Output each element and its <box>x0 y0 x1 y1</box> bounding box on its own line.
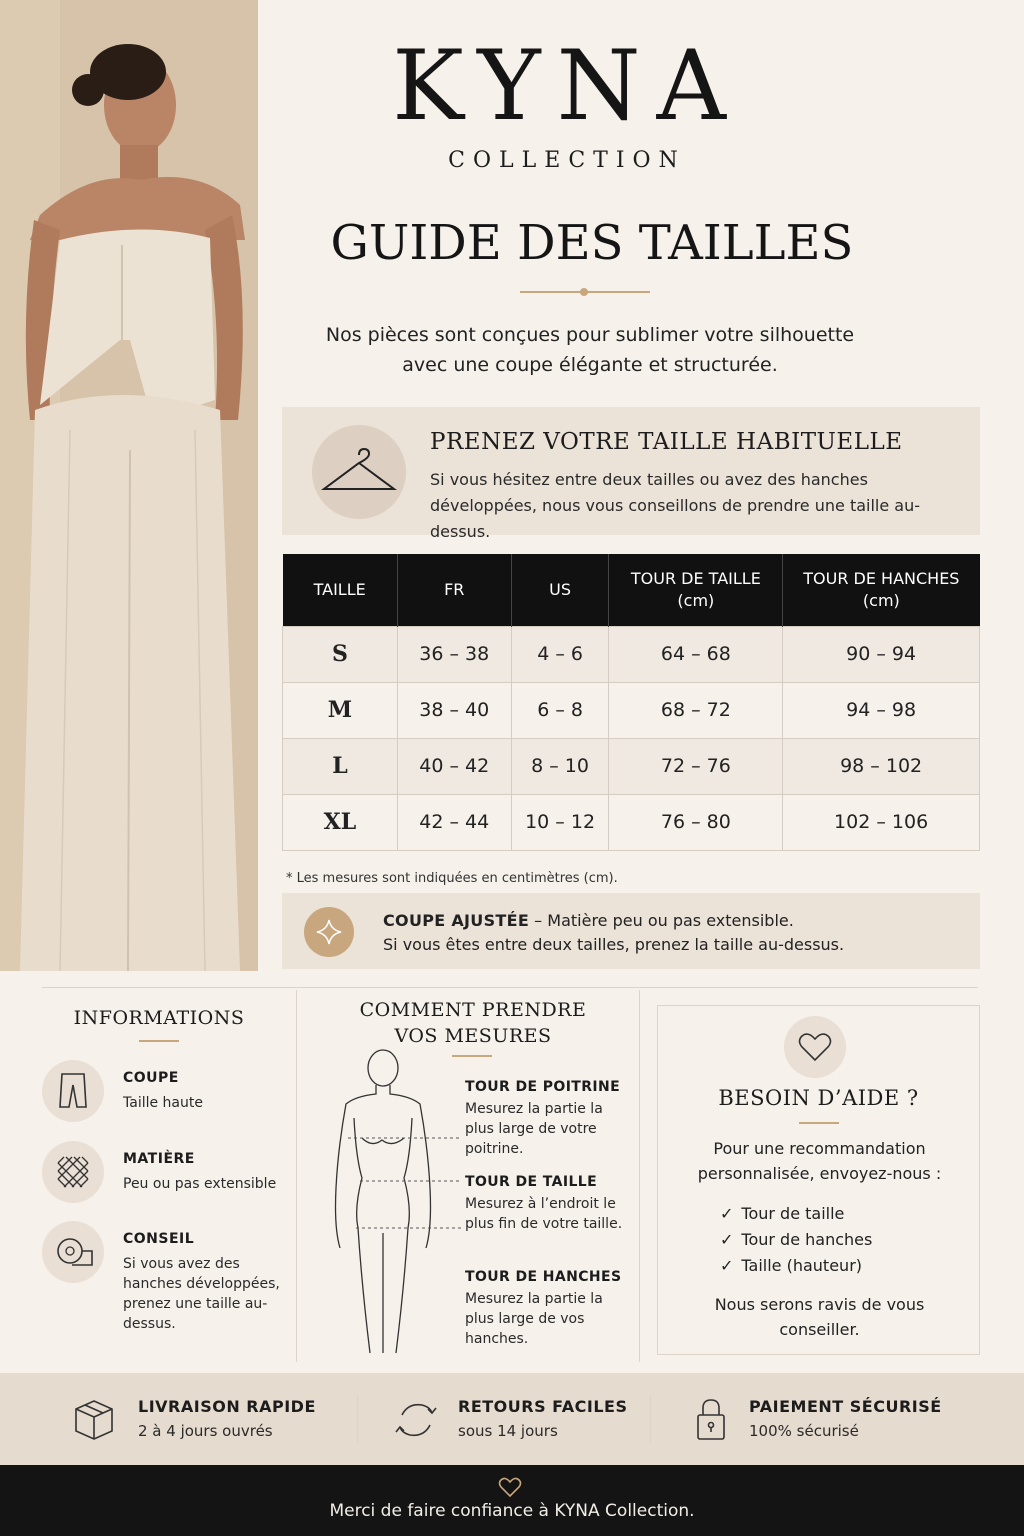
hanger-icon <box>312 425 406 519</box>
table-cell: 8 – 10 <box>511 738 609 794</box>
measure-waist <box>465 1174 625 1234</box>
informations-title: INFORMATIONS <box>73 1007 245 1029</box>
info-value: Peu ou pas extensible <box>123 1176 277 1192</box>
measurement-note: * Les mesures sont indiquées en centimètres (cm). <box>286 871 618 886</box>
table-row <box>283 794 980 850</box>
table-cell: 90 – 94 <box>783 626 980 682</box>
table-cell: S <box>283 626 398 682</box>
section-divider <box>42 987 978 988</box>
table-cell: 4 – 6 <box>511 626 609 682</box>
fabric-icon <box>42 1141 104 1203</box>
intro-line-1: Nos pièces sont conçues pour sublimer votre silhouette <box>325 324 855 346</box>
header-us: US <box>511 554 609 626</box>
table-cell: 10 – 12 <box>511 794 609 850</box>
model-photo <box>0 0 258 971</box>
help-footer: Nous serons ravis de vous conseiller. <box>714 1295 925 1339</box>
fit-label: COUPE AJUSTÉE <box>383 911 530 930</box>
check-icon: ✓ <box>720 1230 734 1249</box>
table-cell: 76 – 80 <box>609 794 783 850</box>
measure-hips <box>465 1269 625 1349</box>
table-cell: XL <box>283 794 398 850</box>
measure-label: TOUR DE POITRINE <box>465 1079 621 1095</box>
table-cell: 42 – 44 <box>397 794 511 850</box>
list-item: ✓ Tour de hanches <box>720 1230 873 1249</box>
measure-text: Mesurez à l’endroit le plus fin de votre taille. <box>465 1196 623 1232</box>
info-value: Si vous avez des hanches développées, prenez une taille au-dessus. <box>123 1256 280 1332</box>
table-cell: 64 – 68 <box>609 626 783 682</box>
info-label: MATIÈRE <box>123 1151 195 1167</box>
measures-title: COMMENT PRENDRE VOS MESURES <box>359 999 587 1047</box>
divider-dot <box>580 288 588 296</box>
intro-text <box>282 320 898 380</box>
service-label: RETOURS FACILES <box>458 1397 628 1416</box>
help-list <box>720 1201 872 1279</box>
service-payment <box>688 1395 942 1447</box>
table-cell: M <box>283 682 398 738</box>
table-cell: 102 – 106 <box>783 794 980 850</box>
help-text: Pour une recommandation personnalisée, envoyez-nous : <box>697 1139 942 1183</box>
informations-underline <box>139 1040 179 1042</box>
habit-panel <box>282 407 980 541</box>
help-panel <box>657 1005 980 1355</box>
help-title: BESOIN D’AIDE ? <box>718 1086 919 1110</box>
column-divider <box>639 990 640 1362</box>
service-divider <box>650 1395 651 1443</box>
service-divider <box>357 1395 358 1443</box>
size-table <box>282 554 980 851</box>
header-tour-hanches: TOUR DE HANCHES (cm) <box>783 554 980 626</box>
table-cell: 6 – 8 <box>511 682 609 738</box>
fit-desc-2: Si vous êtes entre deux tailles, prenez la taille au-dessus. <box>383 935 845 954</box>
service-value: sous 14 jours <box>458 1422 558 1440</box>
footer-text: Merci de faire confiance à KYNA Collection. <box>329 1501 695 1521</box>
table-cell: 38 – 40 <box>397 682 511 738</box>
table-cell: 98 – 102 <box>783 738 980 794</box>
fit-panel <box>282 893 980 969</box>
fit-desc: – Matière peu ou pas extensible. <box>529 911 794 930</box>
table-row <box>283 626 980 682</box>
page-title: GUIDE DES TAILLES <box>330 215 854 271</box>
footer <box>0 1465 1024 1536</box>
heart-icon <box>497 1475 523 1499</box>
table-cell: 94 – 98 <box>783 682 980 738</box>
heart-icon <box>784 1016 846 1078</box>
table-cell: 72 – 76 <box>609 738 783 794</box>
box-icon <box>70 1395 118 1443</box>
service-delivery <box>70 1395 316 1447</box>
list-item: ✓ Taille (hauteur) <box>720 1256 863 1275</box>
body-figure <box>326 1048 461 1367</box>
service-label: LIVRAISON RAPIDE <box>138 1397 316 1416</box>
trousers-icon <box>42 1060 104 1122</box>
service-value: 100% sécurisé <box>749 1422 859 1440</box>
tape-measure-icon <box>42 1221 104 1283</box>
service-returns <box>392 1395 628 1447</box>
intro-line-2: avec une coupe élégante et structurée. <box>402 354 778 376</box>
returns-icon <box>392 1395 440 1443</box>
help-underline <box>799 1122 839 1124</box>
header-fr: FR <box>397 554 511 626</box>
list-item: ✓ Tour de taille <box>720 1204 845 1223</box>
info-value: Taille haute <box>123 1095 203 1111</box>
column-divider <box>296 990 297 1362</box>
check-icon: ✓ <box>720 1204 734 1223</box>
fit-text <box>383 909 844 957</box>
table-row <box>283 682 980 738</box>
table-cell: L <box>283 738 398 794</box>
size-table-header <box>283 554 980 626</box>
service-label: PAIEMENT SÉCURISÉ <box>749 1397 942 1416</box>
table-cell: 36 – 38 <box>397 626 511 682</box>
header-taille: TAILLE <box>283 554 398 626</box>
check-icon: ✓ <box>720 1256 734 1275</box>
habit-text: Si vous hésitez entre deux tailles ou avez des hanches développées, nous vous conseillons de prendre une taille au-dessus. <box>430 470 920 541</box>
service-value: 2 à 4 jours ouvrés <box>138 1422 273 1440</box>
table-cell: 40 – 42 <box>397 738 511 794</box>
brand-logo: KYNA <box>392 30 742 142</box>
measure-chest <box>465 1079 625 1159</box>
header-tour-taille: TOUR DE TAILLE (cm) <box>609 554 783 626</box>
services-bar <box>0 1373 1024 1465</box>
brand-subtitle: COLLECTION <box>448 148 686 173</box>
habit-title: PRENEZ VOTRE TAILLE HABITUELLE <box>430 429 903 455</box>
measure-label: TOUR DE HANCHES <box>465 1269 622 1285</box>
info-label: CONSEIL <box>123 1231 195 1247</box>
measure-text: Mesurez la partie la plus large de vos hanches. <box>465 1291 603 1347</box>
table-cell: 68 – 72 <box>609 682 783 738</box>
table-row <box>283 738 980 794</box>
measure-label: TOUR DE TAILLE <box>465 1174 598 1190</box>
measure-text: Mesurez la partie la plus large de votre poitrine. <box>465 1101 603 1157</box>
info-label: COUPE <box>123 1070 179 1086</box>
sparkle-icon <box>304 907 354 957</box>
lock-icon <box>688 1395 736 1443</box>
